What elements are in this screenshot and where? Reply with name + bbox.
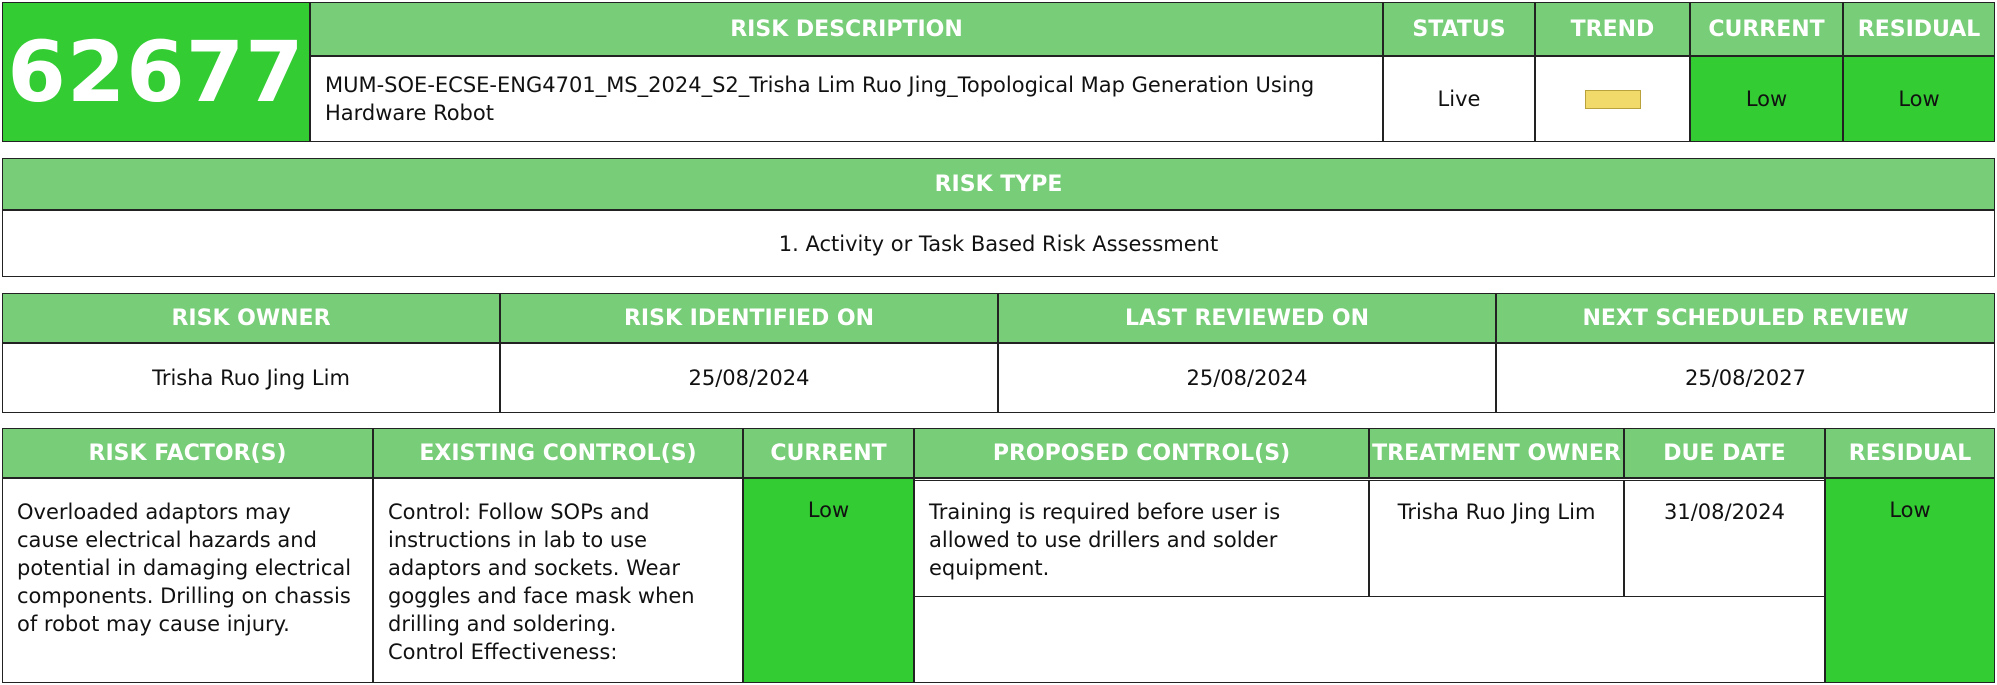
next-review-value: 25/08/2027 xyxy=(1496,343,1995,413)
current-rating: Low xyxy=(1690,56,1843,142)
existing-controls-cell xyxy=(373,478,743,683)
trend-value xyxy=(1535,56,1690,142)
risk-factors-header: RISK FACTOR(S) xyxy=(2,428,373,478)
risk-description-value xyxy=(310,56,1383,142)
trend-indicator-icon xyxy=(1585,90,1641,109)
existing-controls-header: EXISTING CONTROL(S) xyxy=(373,428,743,478)
treatment-owner-text: Trisha Ruo Jing Lim xyxy=(1397,500,1596,524)
current-header: CURRENT xyxy=(1690,2,1843,56)
residual-rating: Low xyxy=(1843,56,1995,142)
risk-description-header: RISK DESCRIPTION xyxy=(310,2,1383,56)
factor-current-rating xyxy=(743,478,914,683)
factor-current-label: Low xyxy=(807,498,850,522)
last-reviewed-header: LAST REVIEWED ON xyxy=(998,293,1496,343)
risk-owner-value: Trisha Ruo Jing Lim xyxy=(2,343,500,413)
risk-type-value: 1. Activity or Task Based Risk Assessment xyxy=(2,210,1995,277)
factor-residual-label: Low xyxy=(1889,498,1931,522)
due-date-value xyxy=(1624,480,1825,597)
proposed-controls-header: PROPOSED CONTROL(S) xyxy=(914,428,1369,478)
risk-identified-value: 25/08/2024 xyxy=(500,343,998,413)
trend-header: TREND xyxy=(1535,2,1690,56)
proposed-controls-text: Training is required before user is allowed to use drillers and solder equipment. xyxy=(914,480,1369,597)
factor-current-header: CURRENT xyxy=(743,428,914,478)
control-effectiveness-label: Control Effectiveness: xyxy=(388,640,618,664)
risk-owner-header: RISK OWNER xyxy=(2,293,500,343)
factor-residual-rating xyxy=(1825,478,1995,683)
status-header: STATUS xyxy=(1383,2,1535,56)
residual-header: RESIDUAL xyxy=(1843,2,1995,56)
factor-residual-header: RESIDUAL xyxy=(1825,428,1995,478)
treatment-owner-header: TREATMENT OWNER xyxy=(1369,428,1624,478)
status-value: Live xyxy=(1383,56,1535,142)
risk-type-header: RISK TYPE xyxy=(2,158,1995,210)
next-review-header: NEXT SCHEDULED REVIEW xyxy=(1496,293,1995,343)
risk-factors-text: Overloaded adaptors may cause electrical hazards and potential in damaging electrical components. Drilling on chassis of robot may cause injury. xyxy=(2,478,373,683)
last-reviewed-value: 25/08/2024 xyxy=(998,343,1496,413)
due-date-text: 31/08/2024 xyxy=(1663,500,1786,524)
risk-id: 62677 xyxy=(2,2,310,142)
risk-identified-header: RISK IDENTIFIED ON xyxy=(500,293,998,343)
treatment-owner-value xyxy=(1369,480,1624,597)
existing-controls-text: Control: Follow SOPs and instructions in lab to use adaptors and sockets. Wear goggles and face mask when drilling and soldering. xyxy=(388,500,695,636)
risk-description-text: MUM-SOE-ECSE-ENG4701_MS_2024_S2_Trisha Lim Ruo Jing_Topological Map Generation Using Hardware Robot xyxy=(325,73,1315,125)
due-date-header: DUE DATE xyxy=(1624,428,1825,478)
